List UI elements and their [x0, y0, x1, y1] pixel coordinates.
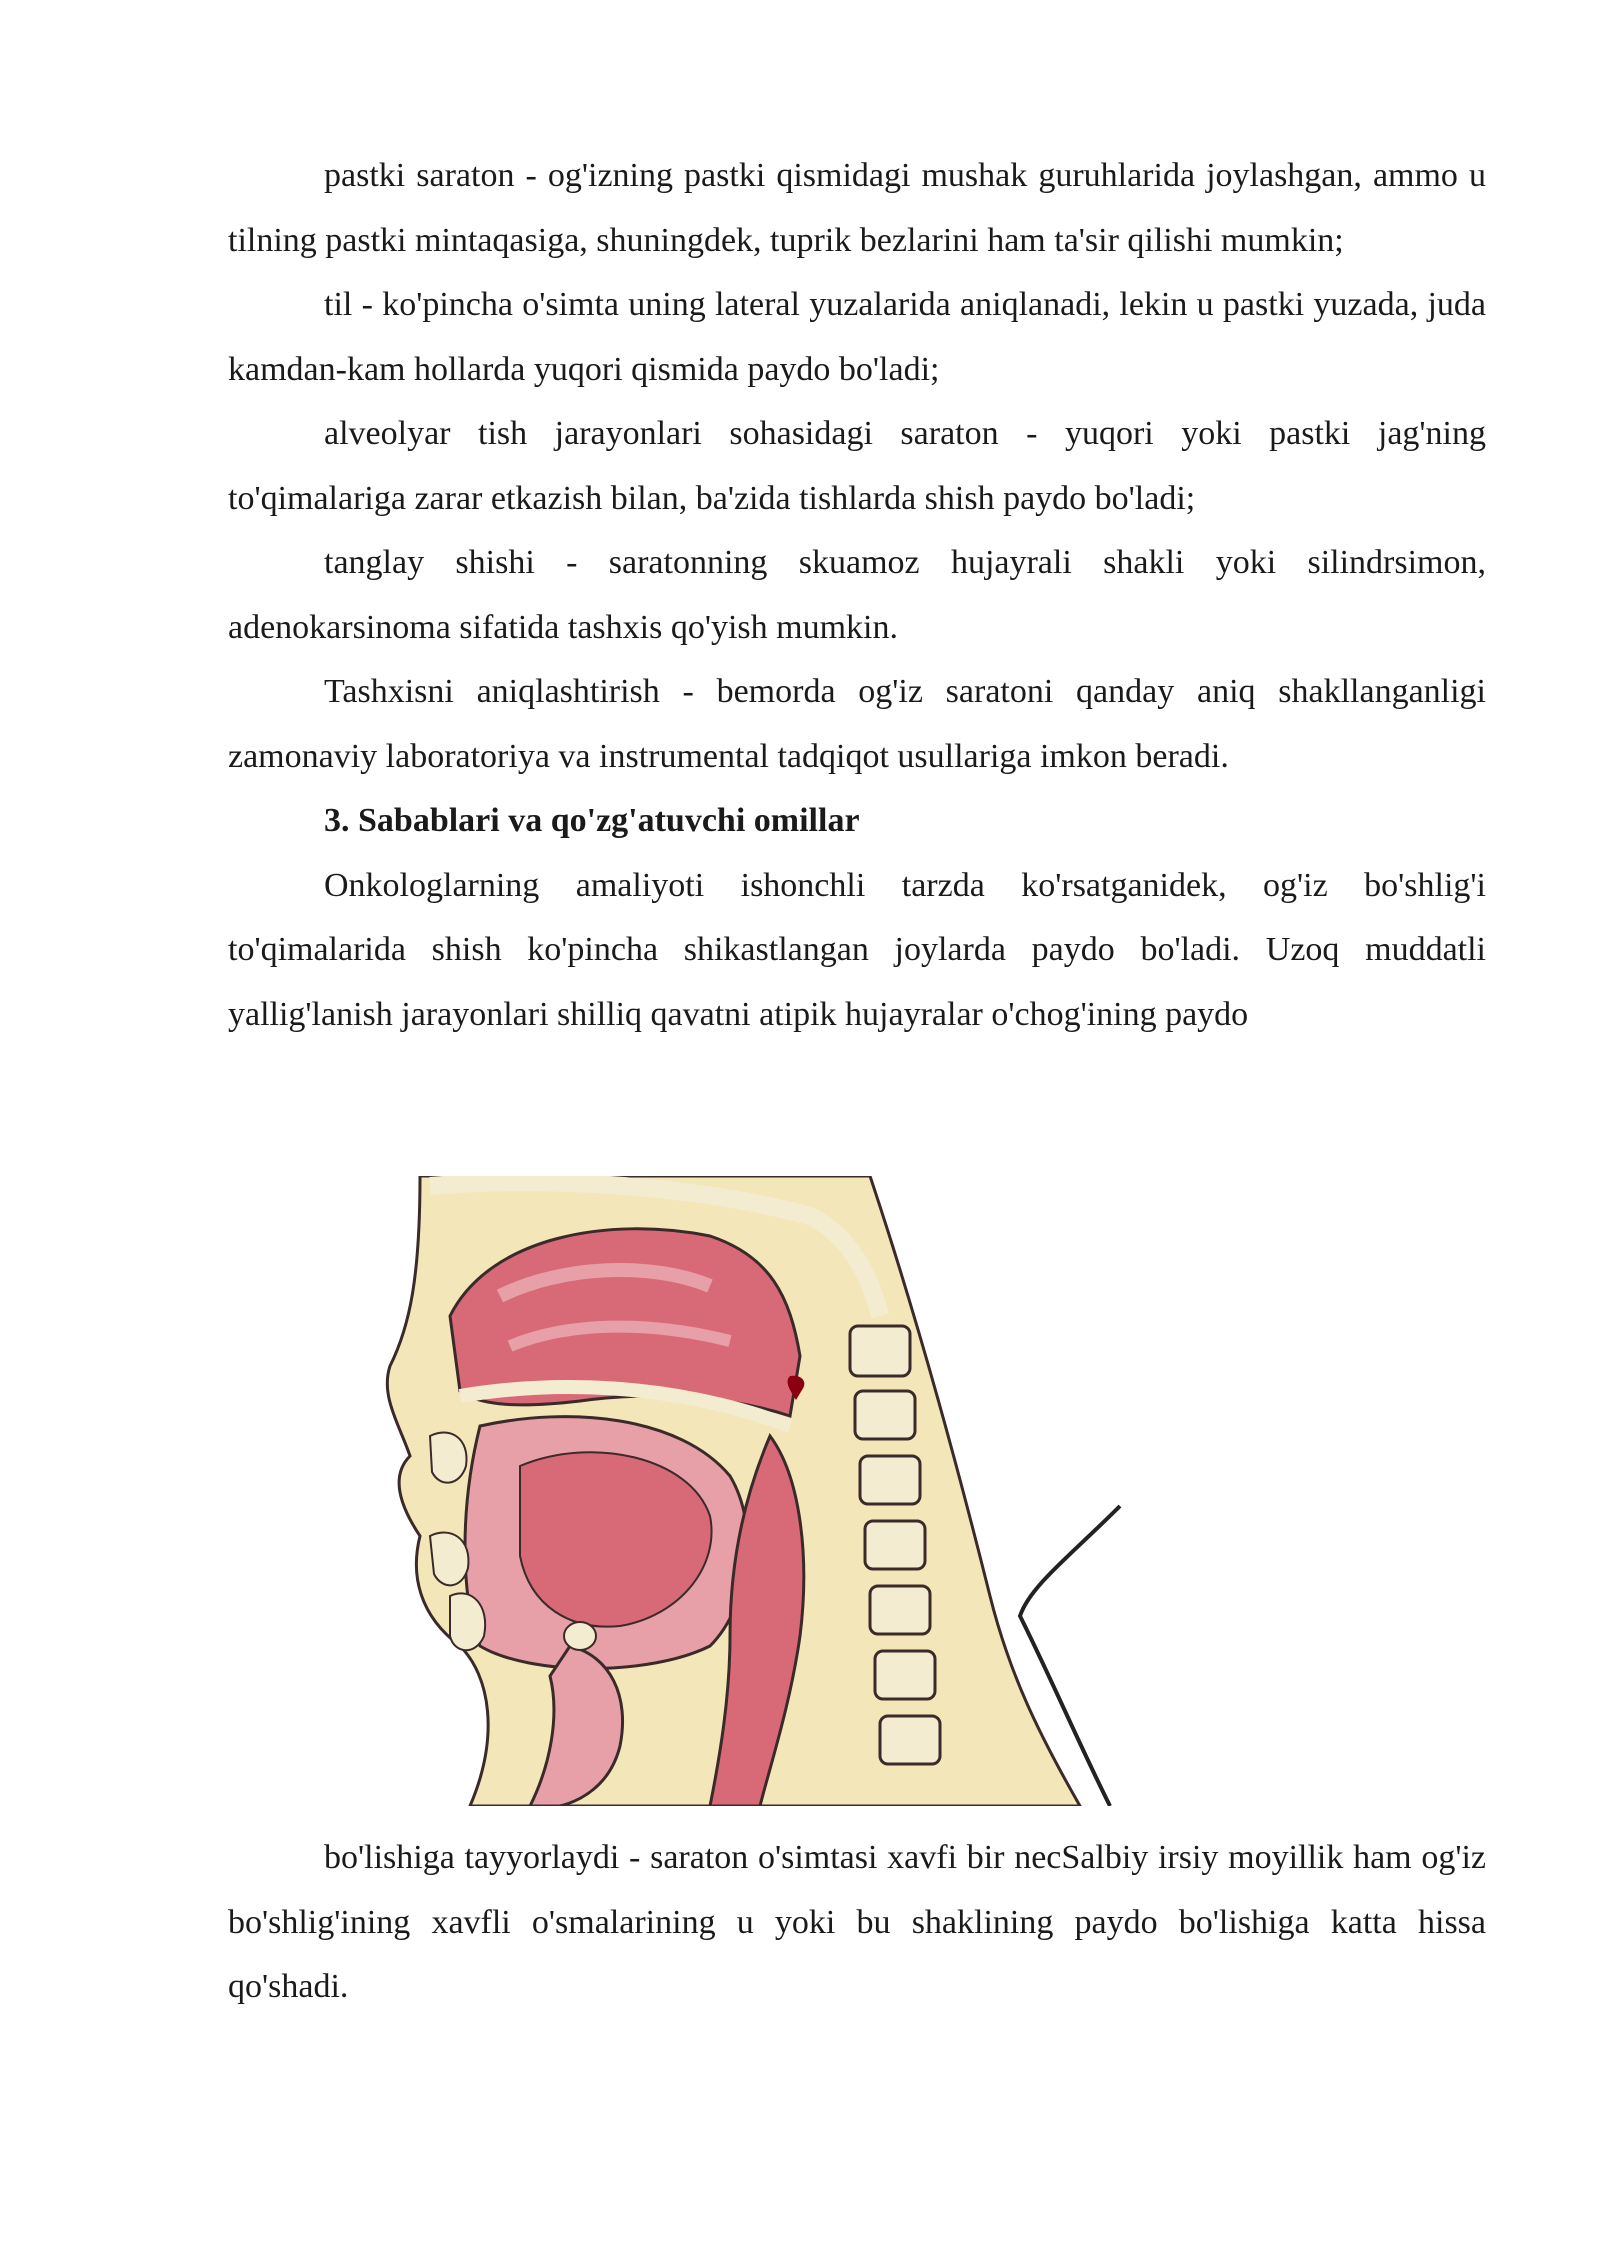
section-heading: 3. Sabablari va qo'zg'atuvchi omillar — [324, 802, 860, 839]
paragraph-continuation: bo'lishiga tayyorlaydi - saraton o'simtasi xavfi bir necSalbiy irsiy moyillik ham og'iz bo'shlig'ining xavfli o'smalarining u yoki bu shaklining paydo bo'lishiga katta hissa qo'shadi. — [228, 1839, 1486, 2005]
anatomy-figure — [350, 1176, 1130, 1806]
paragraph-tongue: til - ko'pincha o'simta uning lateral yuzalarida aniqlanadi, lekin u pastki yuzada, juda kamdan-kam hollarda yuqori qismida paydo bo'ladi; — [228, 286, 1486, 388]
paragraph-palate: tanglay shishi - saratonning skuamoz hujayrali shakli yoki silindrsimon, adenokarsinoma sifatida tashxis qo'yish mumkin. — [228, 544, 1486, 646]
head-sagittal-anatomy-icon — [350, 1176, 1130, 1806]
paragraph-causes: Onkologlarning amaliyoti ishonchli tarzda ko'rsatganidek, og'iz bo'shlig'i to'qimalarida shish ko'pincha shikastlangan joylarda paydo bo'ladi. Uzoq muddatli yallig'lanish jarayonlari shilliq qavatni atipik hujayralar o'chog'ining paydo — [228, 866, 1486, 1033]
paragraph-diagnosis: Tashxisni aniqlashtirish - bemorda og'iz saratoni qanday aniq shakllanganligi zamonaviy laboratoriya va instrumental tadqiqot usullariga imkon beradi. — [228, 673, 1486, 775]
text-block-bottom — [228, 1826, 1486, 2020]
paragraph-lower-cancer: pastki saraton - og'izning pastki qismidagi mushak guruhlarida joylashgan, ammo u tilning pastki mintaqasiga, shuningdek, tuprik bezlarini ham ta'sir qilishi mumkin; — [228, 157, 1486, 259]
paragraph-alveolar: alveolyar tish jarayonlari sohasidagi saraton - yuqori yoki pastki jag'ning to'qimalariga zarar etkazish bilan, ba'zida tishlarda shish paydo bo'ladi; — [228, 415, 1486, 517]
text-block-top — [228, 144, 1486, 1047]
